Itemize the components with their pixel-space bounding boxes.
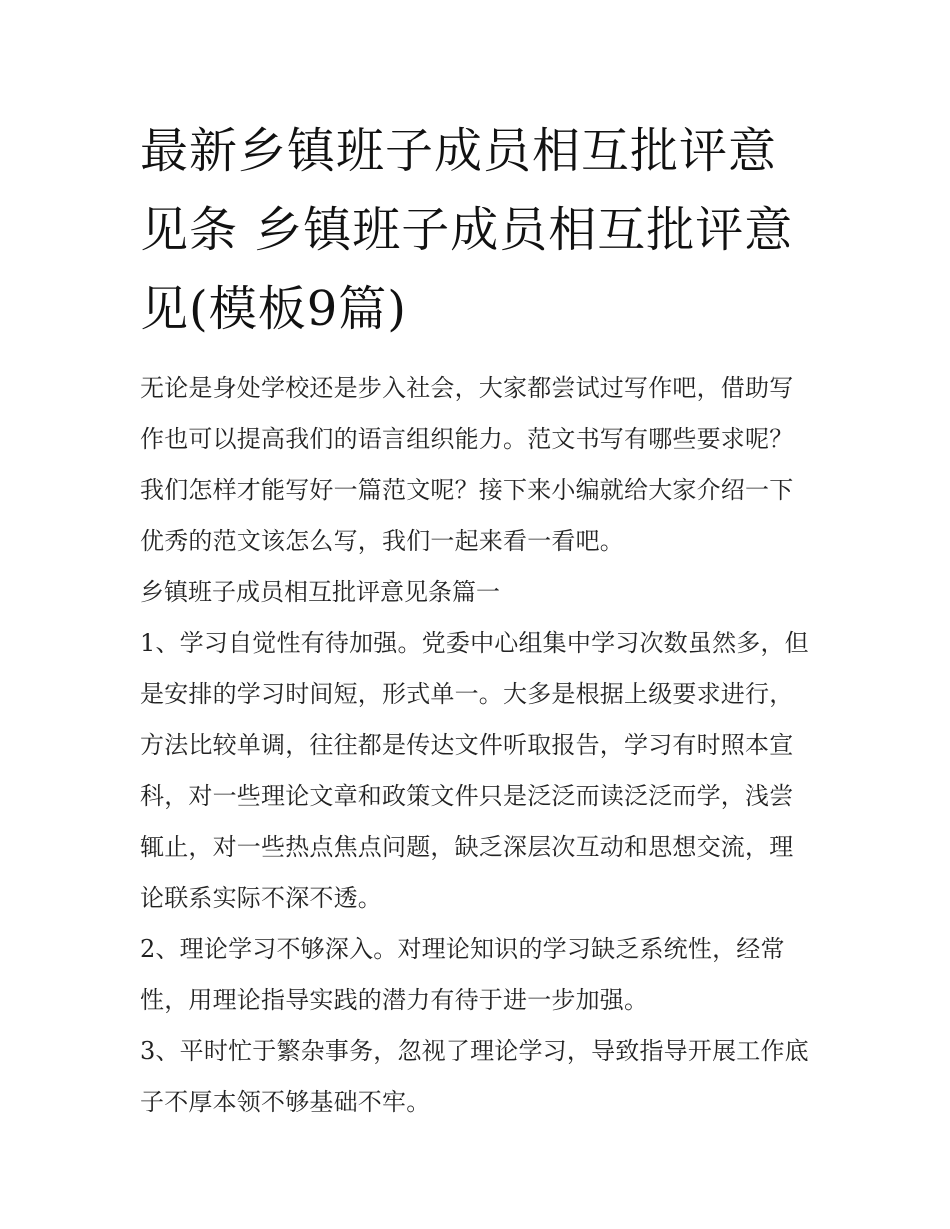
document-body	[140, 112, 815, 1128]
section-heading: 乡镇班子成员相互批评意见条篇一	[140, 578, 500, 606]
intro-paragraph: 无论是身处学校还是步入社会，大家都尝试过写作吧，借助写作也可以提高我们的语言组织能力。范文书写有哪些要求呢？我们怎样才能写好一篇范文呢？接下来小编就给大家介绍一下优秀的范文该怎么写，我们一起来看一看吧。	[140, 374, 794, 555]
list-item: 2、理论学习不够深入。对理论知识的学习缺乏系统性，经常性，用理论指导实践的潜力有待于进一步加强。	[140, 935, 785, 1014]
list-item: 3、平时忙于繁杂事务，忽视了理论学习，导致指导开展工作底子不厚本领不够基础不牢。	[140, 1037, 809, 1116]
document-title: 最新乡镇班子成员相互批评意见条 乡镇班子成员相互批评意见(模板9篇)	[140, 123, 794, 337]
list-item: 1、学习自觉性有待加强。党委中心组集中学习次数虽然多，但是安排的学习时间短，形式单一。大多是根据上级要求进行，方法比较单调，往往都是传达文件听取报告，学习有时照本宣科，对一些理论文章和政策文件只是泛泛而读泛泛而学，浅尝辄止，对一些热点焦点问题，缺乏深层次互动和思想交流，理论联系实际不深不透。	[140, 629, 809, 912]
